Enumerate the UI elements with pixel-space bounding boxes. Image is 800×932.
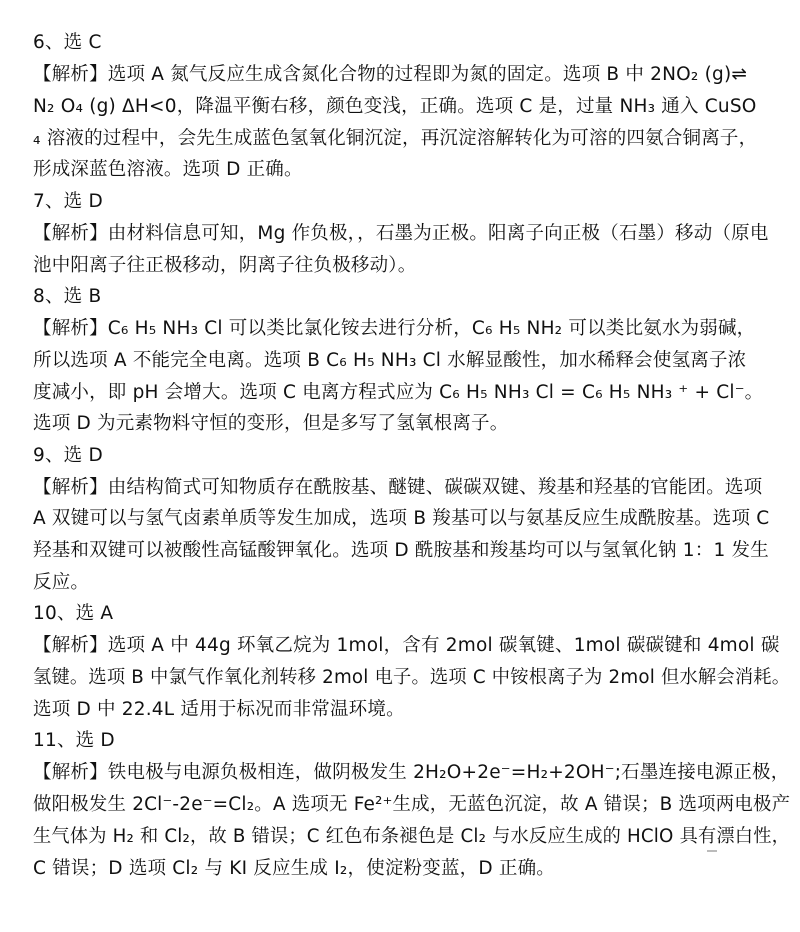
explanation-line: 【解析】C₆ H₅ NH₃ Cl 可以类比氯化铵去进行分析，C₆ H₅ NH₂ 可以类比氨水为弱碱， (33, 318, 756, 339)
explanation-line: 选项 D 中 22.4L 适用于标况而非常温环境。 (33, 699, 405, 720)
explanation-line: 选项 D 为元素物料守恒的变形，但是多写了氢氧根离子。 (33, 413, 509, 434)
explanation-line: 【解析】铁电极与电源负极相连，做阴极发生 2H₂O+2e⁻=H₂+2OH⁻;石墨连接电源正极， (33, 762, 790, 783)
explanation-line: 氢键。选项 B 中氯气作氧化剂转移 2mol 电子。选项 C 中铵根离子为 2mol 但水解会消耗。 (33, 667, 791, 688)
scan-mark (707, 850, 717, 852)
answer-heading-9: 9、选 D (33, 445, 103, 466)
explanation-line: 【解析】选项 A 氮气反应生成含氮化合物的过程即为氮的固定。选项 B 中 2NO₂ (g)⇌ (33, 64, 748, 85)
explanation-line: 【解析】由材料信息可知，Mg 作负极，，石墨为正极。阳离子向正极（石墨）移动（原电 (33, 223, 769, 244)
explanation-line: 生气体为 H₂ 和 Cl₂，故 B 错误；C 红色布条褪色是 Cl₂ 与水反应生成的 HClO 具有漂白性， (33, 826, 791, 847)
explanation-line: N₂ O₄ (g) ΔH<0，降温平衡右移，颜色变浅，正确。选项 C 是，过量 NH₃ 通入 CuSO (33, 96, 757, 117)
explanation-line: ₄ 溶液的过程中，会先生成蓝色氢氧化铜沉淀，再沉淀溶解转化为可溶的四氨合铜离子， (33, 128, 758, 149)
answer-heading-6: 6、选 C (33, 32, 102, 53)
answer-heading-8: 8、选 B (33, 286, 102, 307)
explanation-line: 羟基和双键可以被酸性高锰酸钾氧化。选项 D 酰胺基和羧基均可以与氢氧化钠 1：1 发生 (33, 540, 769, 561)
explanation-line: 形成深蓝色溶液。选项 D 正确。 (33, 159, 303, 180)
explanation-line: 做阳极发生 2Cl⁻-2e⁻=Cl₂。A 选项无 Fe²⁺生成，无蓝色沉淀，故 A 错误；B 选项两电极产 (33, 794, 791, 815)
explanation-line: 【解析】选项 A 中 44g 环氧乙烷为 1mol，含有 2mol 碳氧键、1mol 碳碳键和 4mol 碳 (33, 635, 780, 656)
answer-heading-10: 10、选 A (33, 603, 114, 624)
explanation-line: 所以选项 A 不能完全电离。选项 B C₆ H₅ NH₃ Cl 水解显酸性，加水稀释会使氢离子浓 (33, 350, 747, 371)
answer-heading-11: 11、选 D (33, 730, 115, 751)
explanation-line: C 错误；D 选项 Cl₂ 与 KI 反应生成 I₂，使淀粉变蓝，D 正确。 (33, 858, 555, 879)
explanation-line: 反应。 (33, 572, 90, 593)
explanation-line: 【解析】由结构简式可知物质存在酰胺基、醚键、碳碳双键、羧基和羟基的官能团。选项 (33, 477, 763, 498)
explanation-line: 度减小，即 pH 会增大。选项 C 电离方程式应为 C₆ H₅ NH₃ Cl = C₆ H₅ NH₃ ⁺ + Cl⁻。 (33, 382, 764, 403)
explanation-line: 池中阳离子往正极移动，阴离子往负极移动）。 (33, 255, 417, 276)
explanation-line: A 双键可以与氢气卤素单质等发生加成，选项 B 羧基可以与氨基反应生成酰胺基。选项 C (33, 508, 770, 529)
answer-heading-7: 7、选 D (33, 191, 103, 212)
